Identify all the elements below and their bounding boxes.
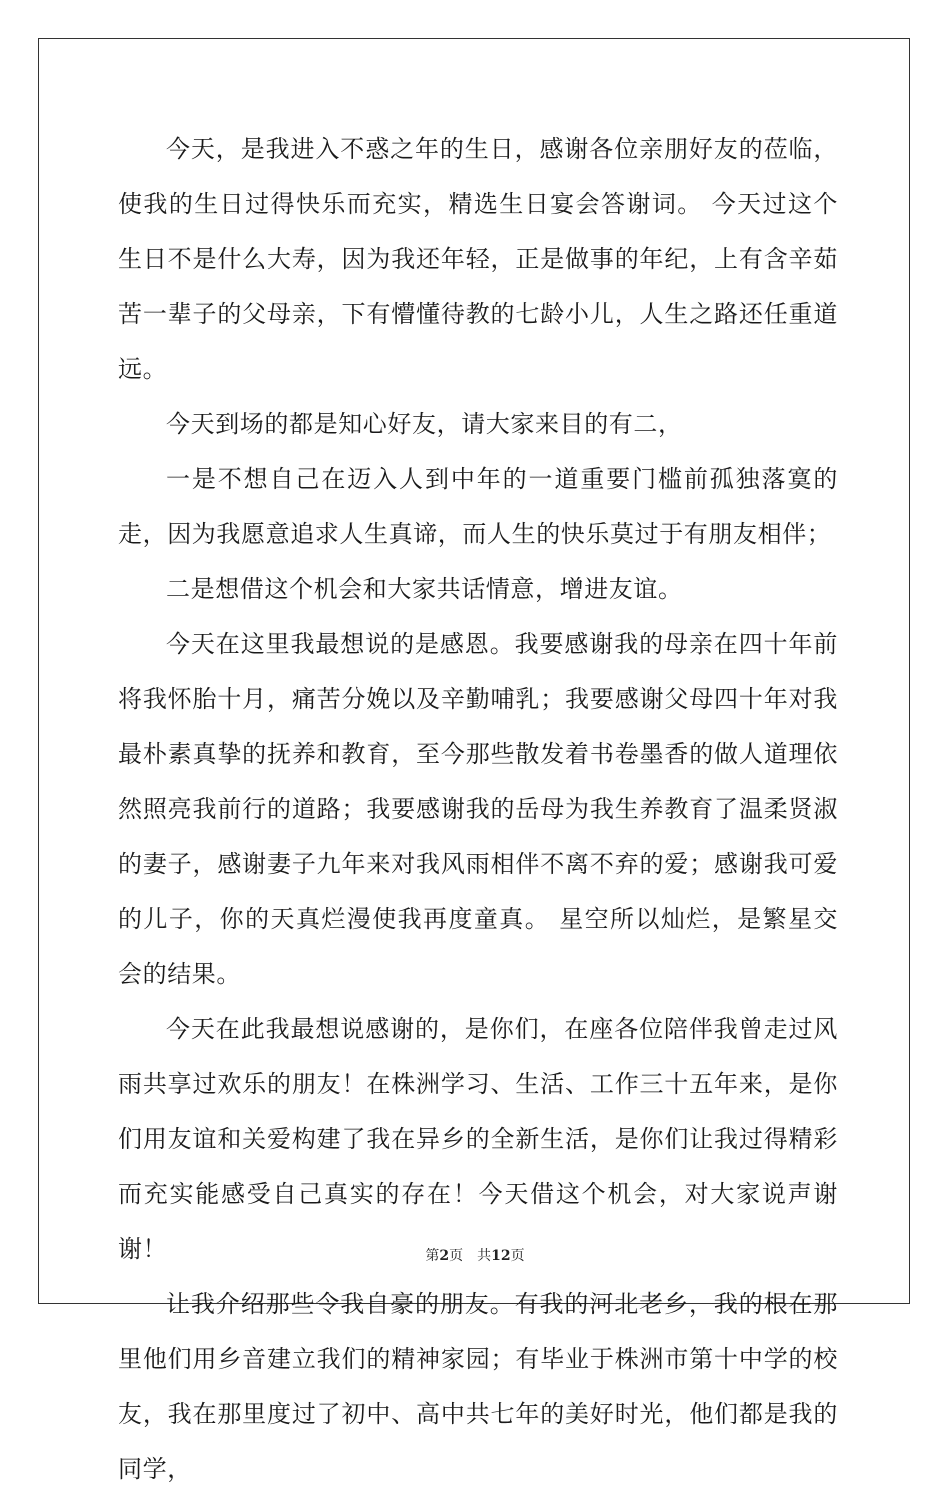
total-pages: 12 bbox=[491, 1248, 511, 1264]
paragraph-2: 今天到场的都是知心好友，请大家来目的有二， bbox=[166, 410, 683, 438]
paragraph-7: 让我介绍那些令我自豪的朋友。有我的河北老乡，我的根在那里他们用乡音建立我们的精神家园；有毕业于株洲市第十中学的校友，我在那里度过了初中、高中共七年的美好时光，他们都是我的同学， bbox=[118, 1290, 838, 1483]
total-suffix: 页 bbox=[510, 1248, 525, 1264]
paragraph-4: 二是想借这个机会和大家共话情意，增进友谊。 bbox=[166, 575, 683, 603]
paragraph-3: 一是不想自己在迈入人到中年的一道重要门槛前孤独落寞的走，因为我愿意追求人生真谛，而人生的快乐莫过于有朋友相伴； bbox=[118, 465, 838, 548]
document-body bbox=[118, 122, 838, 1497]
paragraph-1: 今天，是我进入不惑之年的生日，感谢各位亲朋好友的莅临，使我的生日过得快乐而充实，精选生日宴会答谢词。 今天过这个生日不是什么大寿，因为我还年轻，正是做事的年纪，上有含辛茹苦一辈子的父母亲，下有懵懂待教的七龄小儿，人生之路还任重道远。 bbox=[118, 135, 838, 383]
total-prefix: 共 bbox=[477, 1248, 492, 1264]
page-number: 2 bbox=[439, 1248, 450, 1264]
page-suffix: 页 bbox=[449, 1248, 464, 1264]
page-footer bbox=[0, 1246, 950, 1266]
page-prefix: 第 bbox=[425, 1248, 440, 1264]
paragraph-5: 今天在这里我最想说的是感恩。我要感谢我的母亲在四十年前将我怀胎十月，痛苦分娩以及辛勤哺乳；我要感谢父母四十年对我最朴素真挚的抚养和教育，至今那些散发着书卷墨香的做人道理依然照亮我前行的道路；我要感谢我的岳母为我生养教育了温柔贤淑的妻子，感谢妻子九年来对我风雨相伴不离不弃的爱；感谢我可爱的儿子，你的天真烂漫使我再度童真。 星空所以灿烂，是繁星交会的结果。 bbox=[118, 630, 838, 988]
paragraph-6: 今天在此我最想说感谢的，是你们，在座各位陪伴我曾走过风雨共享过欢乐的朋友！在株洲学习、生活、工作三十五年来，是你们用友谊和关爱构建了我在异乡的全新生活，是你们让我过得精彩而充实能感受自己真实的存在！今天借这个机会，对大家说声谢谢！ bbox=[118, 1015, 838, 1263]
